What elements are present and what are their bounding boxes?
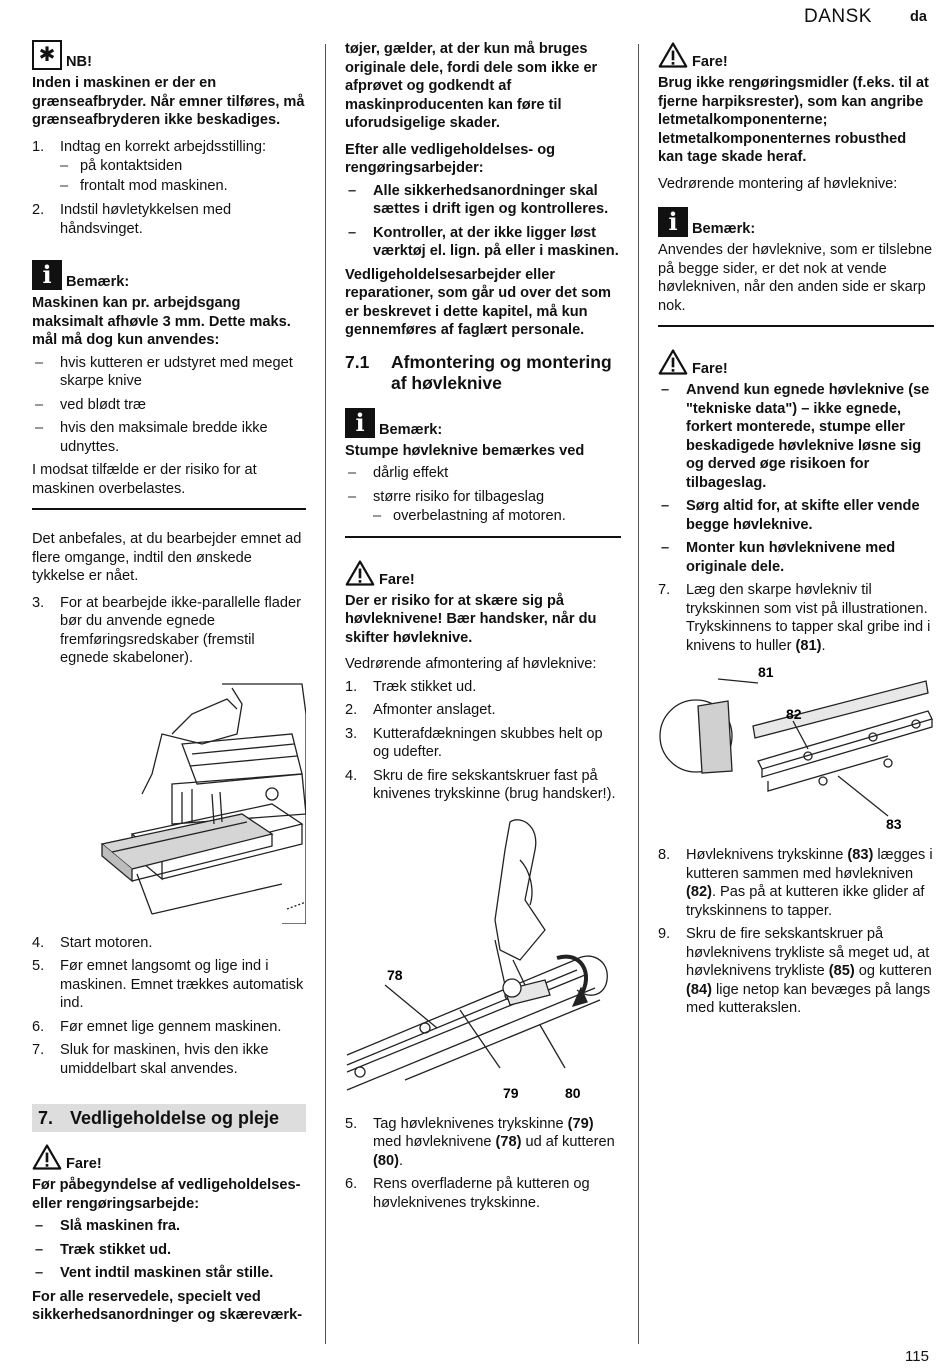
warning-triangle-icon <box>32 1142 62 1172</box>
step-text: Før emnet lige gennem maskinen. <box>60 1018 282 1035</box>
step-subitem: – frontalt mod maskinen. <box>32 177 306 196</box>
step-number: 4. <box>345 767 358 784</box>
divider <box>32 508 306 510</box>
info-note-heading <box>32 260 306 290</box>
note-item: – hvis kutteren er udstyret med meget skarpe knive <box>32 354 306 391</box>
danger-item: – Vent indtil maskinen står stille. <box>32 1264 306 1283</box>
column-divider-2 <box>638 44 639 1344</box>
note-label: Bemærk: <box>692 221 756 237</box>
step-text-mid: med høvleknivene <box>373 1134 496 1150</box>
callout-81: 81 <box>758 664 774 680</box>
subsection-title: Afmontering og montering af høvleknive <box>391 351 612 393</box>
info-note-heading <box>345 408 621 438</box>
cutter-removal-illustration <box>345 810 621 1105</box>
step-number: 9. <box>658 926 671 942</box>
ref-81: (81) <box>795 637 822 654</box>
step-text: Skru de fire sekskantskruer fast på knivenes trykskinne (brug handsker!). <box>373 767 616 802</box>
step-text: Træk stikket ud. <box>373 678 477 695</box>
ref-83: (83) <box>847 847 874 863</box>
step-text-pre: Høvleknivens trykskinne <box>686 847 848 863</box>
step-item <box>345 701 621 720</box>
step-number: 8. <box>658 847 671 863</box>
planer-machine-illustration <box>32 674 306 924</box>
danger-label: Fare! <box>692 361 728 377</box>
step-number: 1. <box>32 138 45 155</box>
info-icon: i <box>32 260 62 290</box>
expert-text: Vedligeholdelsesarbejder eller reparationer, som går ud over det som er beskrevet i dette kapitel, må kun gennemføres af faglært personale. <box>345 266 612 338</box>
nb-text: Inden i maskinen er der en grænseafbryder. Når emner tilføres, må grænseafbryderen ikke beskadiges. <box>32 75 305 128</box>
step-number: 5. <box>32 958 45 974</box>
step-text: Sluk for maskinen, hvis den ikke umiddelbart skal anvendes. <box>60 1042 269 1077</box>
step-text-post: lige netop kan bevæges på langs med kutterakslen. <box>686 981 931 1016</box>
after-item: – Kontroller, at der ikke ligger løst værktøj el. lign. på eller i maskinen. <box>345 224 621 261</box>
step-number: 6. <box>345 1176 358 1192</box>
divider <box>658 325 934 327</box>
step-text: Før emnet langsomt og lige ind i maskinen. Emnet trækkes automatisk ind. <box>60 958 304 1011</box>
note-item: – større risiko for tilbageslag <box>345 488 621 507</box>
step-text: Start motoren. <box>60 934 153 951</box>
section-heading <box>32 1104 306 1132</box>
note-item: – dårlig effekt <box>345 464 621 483</box>
section-number: 7. <box>38 1108 54 1128</box>
danger-heading <box>658 40 934 70</box>
ref-82: (82) <box>686 884 712 900</box>
knife-mounting-illustration <box>658 661 934 836</box>
callout-80: 80 <box>565 1084 581 1101</box>
callout-79: 79 <box>503 1084 519 1101</box>
continued-text: tøjer, gælder, at der kun må bruges originale dele, fordi dele som ikke er afprøvet og godkendt af maskinproducenten kan føre til uforudsigelige skader. <box>345 41 598 131</box>
danger-text: Der er risiko for at skære sig på høvleknivene! Bær handsker, når du skifter høvleknive. <box>345 592 597 646</box>
step-item <box>345 725 621 762</box>
step-item <box>32 1041 306 1078</box>
ref-85: (85) <box>828 963 855 979</box>
note-text: Maskinen kan pr. arbejdsgang maksimalt afhøvle 3 mm. Dette maks. mål må dog kun anvendes: <box>32 295 291 348</box>
mount-intro: Vedrørende montering af høvleknive: <box>658 175 898 192</box>
step-text-post: . <box>398 1152 404 1169</box>
danger-label: Fare! <box>692 54 728 70</box>
step-number: 7. <box>32 1042 45 1058</box>
step-text-mid: og kutteren <box>854 963 932 979</box>
step-number: 6. <box>32 1018 45 1035</box>
step-text-post: . Pas på at kutteren ikke glider af trykskinnens to tapper. <box>686 884 925 919</box>
danger-item: – Sørg altid for, at skifte eller vende begge høvleknive. <box>658 497 934 534</box>
danger-label: Fare! <box>379 571 415 588</box>
section-title: Vedligeholdelse og pleje <box>70 1108 280 1128</box>
step-item <box>345 1175 621 1212</box>
step-text-pre: Læg den skarpe høvlekniv til trykskinnen som vist på illustrationen. Trykskinnens to tapper skal gribe ind i knivens to huller <box>686 582 931 654</box>
step-subitem: – på kontaktsiden <box>32 157 306 176</box>
note-head: Stumpe høvleknive bemærkes ved <box>345 442 585 459</box>
callout-78: 78 <box>387 966 403 983</box>
step-item <box>32 1018 306 1037</box>
note-subitem: – overbelastning af motoren. <box>345 507 621 526</box>
note-text: Anvendes der høvleknive, som er tilslebne på begge sider, er det nok at vende høvlekniven, når den anden side er skarp nok. <box>658 242 933 314</box>
step-number: 2. <box>345 702 358 718</box>
step-item <box>658 846 934 920</box>
step-text: Rens overfladerne på kutteren og høvleknivenes trykskinne. <box>373 1176 590 1211</box>
step-text: Afmonter anslaget. <box>373 702 496 718</box>
note-label: Bemærk: <box>379 421 443 438</box>
step-item <box>32 201 306 238</box>
callout-82: 82 <box>786 706 802 722</box>
step-text-pre: Skru de fire sekskantskruer på høvleknivens trykliste så meget ud, at høvleknivens trykliste <box>686 926 930 979</box>
step-text: For at bearbejde ikke-parallelle flader bør du anvende egnede fremføringsredskaber (fremstil egnede skabeloner). <box>60 594 301 666</box>
callout-83: 83 <box>886 816 902 832</box>
column-2 <box>345 40 621 1217</box>
nb-note-heading <box>32 40 306 70</box>
language-header: DANSK <box>804 6 872 27</box>
column-divider-1 <box>325 44 326 1344</box>
after-item: – Alle sikkerhedsanordninger skal sættes i drift igen og kontrolleres. <box>345 182 621 219</box>
step-item <box>658 925 934 1018</box>
info-icon: i <box>345 408 375 438</box>
note-item: – hvis den maksimale bredde ikke udnyttes. <box>32 419 306 456</box>
step-text: Indtag en korrekt arbejdsstilling: <box>60 138 267 155</box>
ref-84: (84) <box>686 981 712 998</box>
language-code: da <box>910 9 927 25</box>
page-number: 115 <box>905 1348 929 1365</box>
note-after: I modsat tilfælde er der risiko for at maskinen overbelastes. <box>32 462 257 497</box>
subsection-heading <box>345 352 621 394</box>
warning-triangle-icon <box>345 558 375 588</box>
step-number: 3. <box>32 594 45 611</box>
step-item <box>32 957 306 1013</box>
note-label: Bemærk: <box>66 274 130 290</box>
step-text-mid2: ud af kutteren <box>521 1134 615 1150</box>
divider <box>345 536 621 538</box>
step-number: 3. <box>345 725 358 742</box>
note-item: – ved blødt træ <box>32 396 306 415</box>
step-number: 5. <box>345 1115 358 1132</box>
step-text-post: . <box>821 637 826 654</box>
after-maintenance-intro: Efter alle vedligeholdelses- og rengøringsarbejder: <box>345 141 556 176</box>
danger-label: Fare! <box>66 1156 102 1172</box>
column-3 <box>658 40 934 1023</box>
step-text-pre: Tag høvleknivenes trykskinne <box>373 1115 568 1132</box>
danger-heading <box>658 347 934 377</box>
step-text: Kutterafdækningen skubbes helt op og udefter. <box>373 725 603 760</box>
danger-item: – Monter kun høvleknivene med originale dele. <box>658 539 934 576</box>
step-item <box>345 1115 621 1171</box>
ref-78: (78) <box>495 1134 522 1150</box>
step-item <box>32 934 306 953</box>
nb-label: NB! <box>66 54 92 70</box>
ref-79: (79) <box>567 1115 594 1132</box>
danger-item: – Slå maskinen fra. <box>32 1217 306 1236</box>
step-number: 4. <box>32 934 45 951</box>
column-1 <box>32 40 306 1333</box>
step-item <box>345 767 621 804</box>
warning-triangle-icon <box>658 40 688 70</box>
spare-parts-text: For alle reservedele, specielt ved sikkerhedsanordninger og skæreværk- <box>32 1288 303 1323</box>
step-item <box>658 581 934 655</box>
ref-80: (80) <box>373 1152 399 1169</box>
step-number: 7. <box>658 582 671 598</box>
nb-star-icon: ✱ <box>32 40 62 70</box>
step-number: 1. <box>345 678 358 695</box>
info-icon: i <box>658 207 688 237</box>
step-item <box>32 594 306 668</box>
recommend-text: Det anbefales, at du bearbejder emnet ad flere omgange, indtil den ønskede tykkelse er nået. <box>32 531 302 584</box>
step-text: Indstil høvletykkelsen med håndsvinget. <box>60 202 232 237</box>
removal-intro: Vedrørende afmontering af høvleknive: <box>345 656 597 672</box>
step-number: 2. <box>32 202 45 218</box>
step-item <box>32 138 306 157</box>
danger-heading <box>345 558 621 588</box>
danger-item: – Anvend kun egnede høvleknive (se "tekniske data") – ikke egnede, forkert monterede, stumpe eller beskadigede høvleknive løsne sig og derved øge risikoen for tilbageslag. <box>658 381 934 492</box>
info-note-heading <box>658 207 934 237</box>
warning-triangle-icon <box>658 347 688 377</box>
danger-intro: Før påbegyndelse af vedligeholdelses- eller rengøringsarbejde: <box>32 1177 301 1212</box>
danger-text: Brug ikke rengøringsmidler (f.eks. til at fjerne harpiksrester), som kan angribe letmetalkomponenterne; letmetalkomponenternes robusthed kan tage skade heraf. <box>658 75 929 165</box>
step-item <box>345 678 621 697</box>
danger-heading <box>32 1142 306 1172</box>
subsection-number: 7.1 <box>345 351 370 372</box>
danger-item: – Træk stikket ud. <box>32 1241 306 1260</box>
step-text-mid: lægges i kutteren sammen med høvlekniven <box>686 847 933 882</box>
